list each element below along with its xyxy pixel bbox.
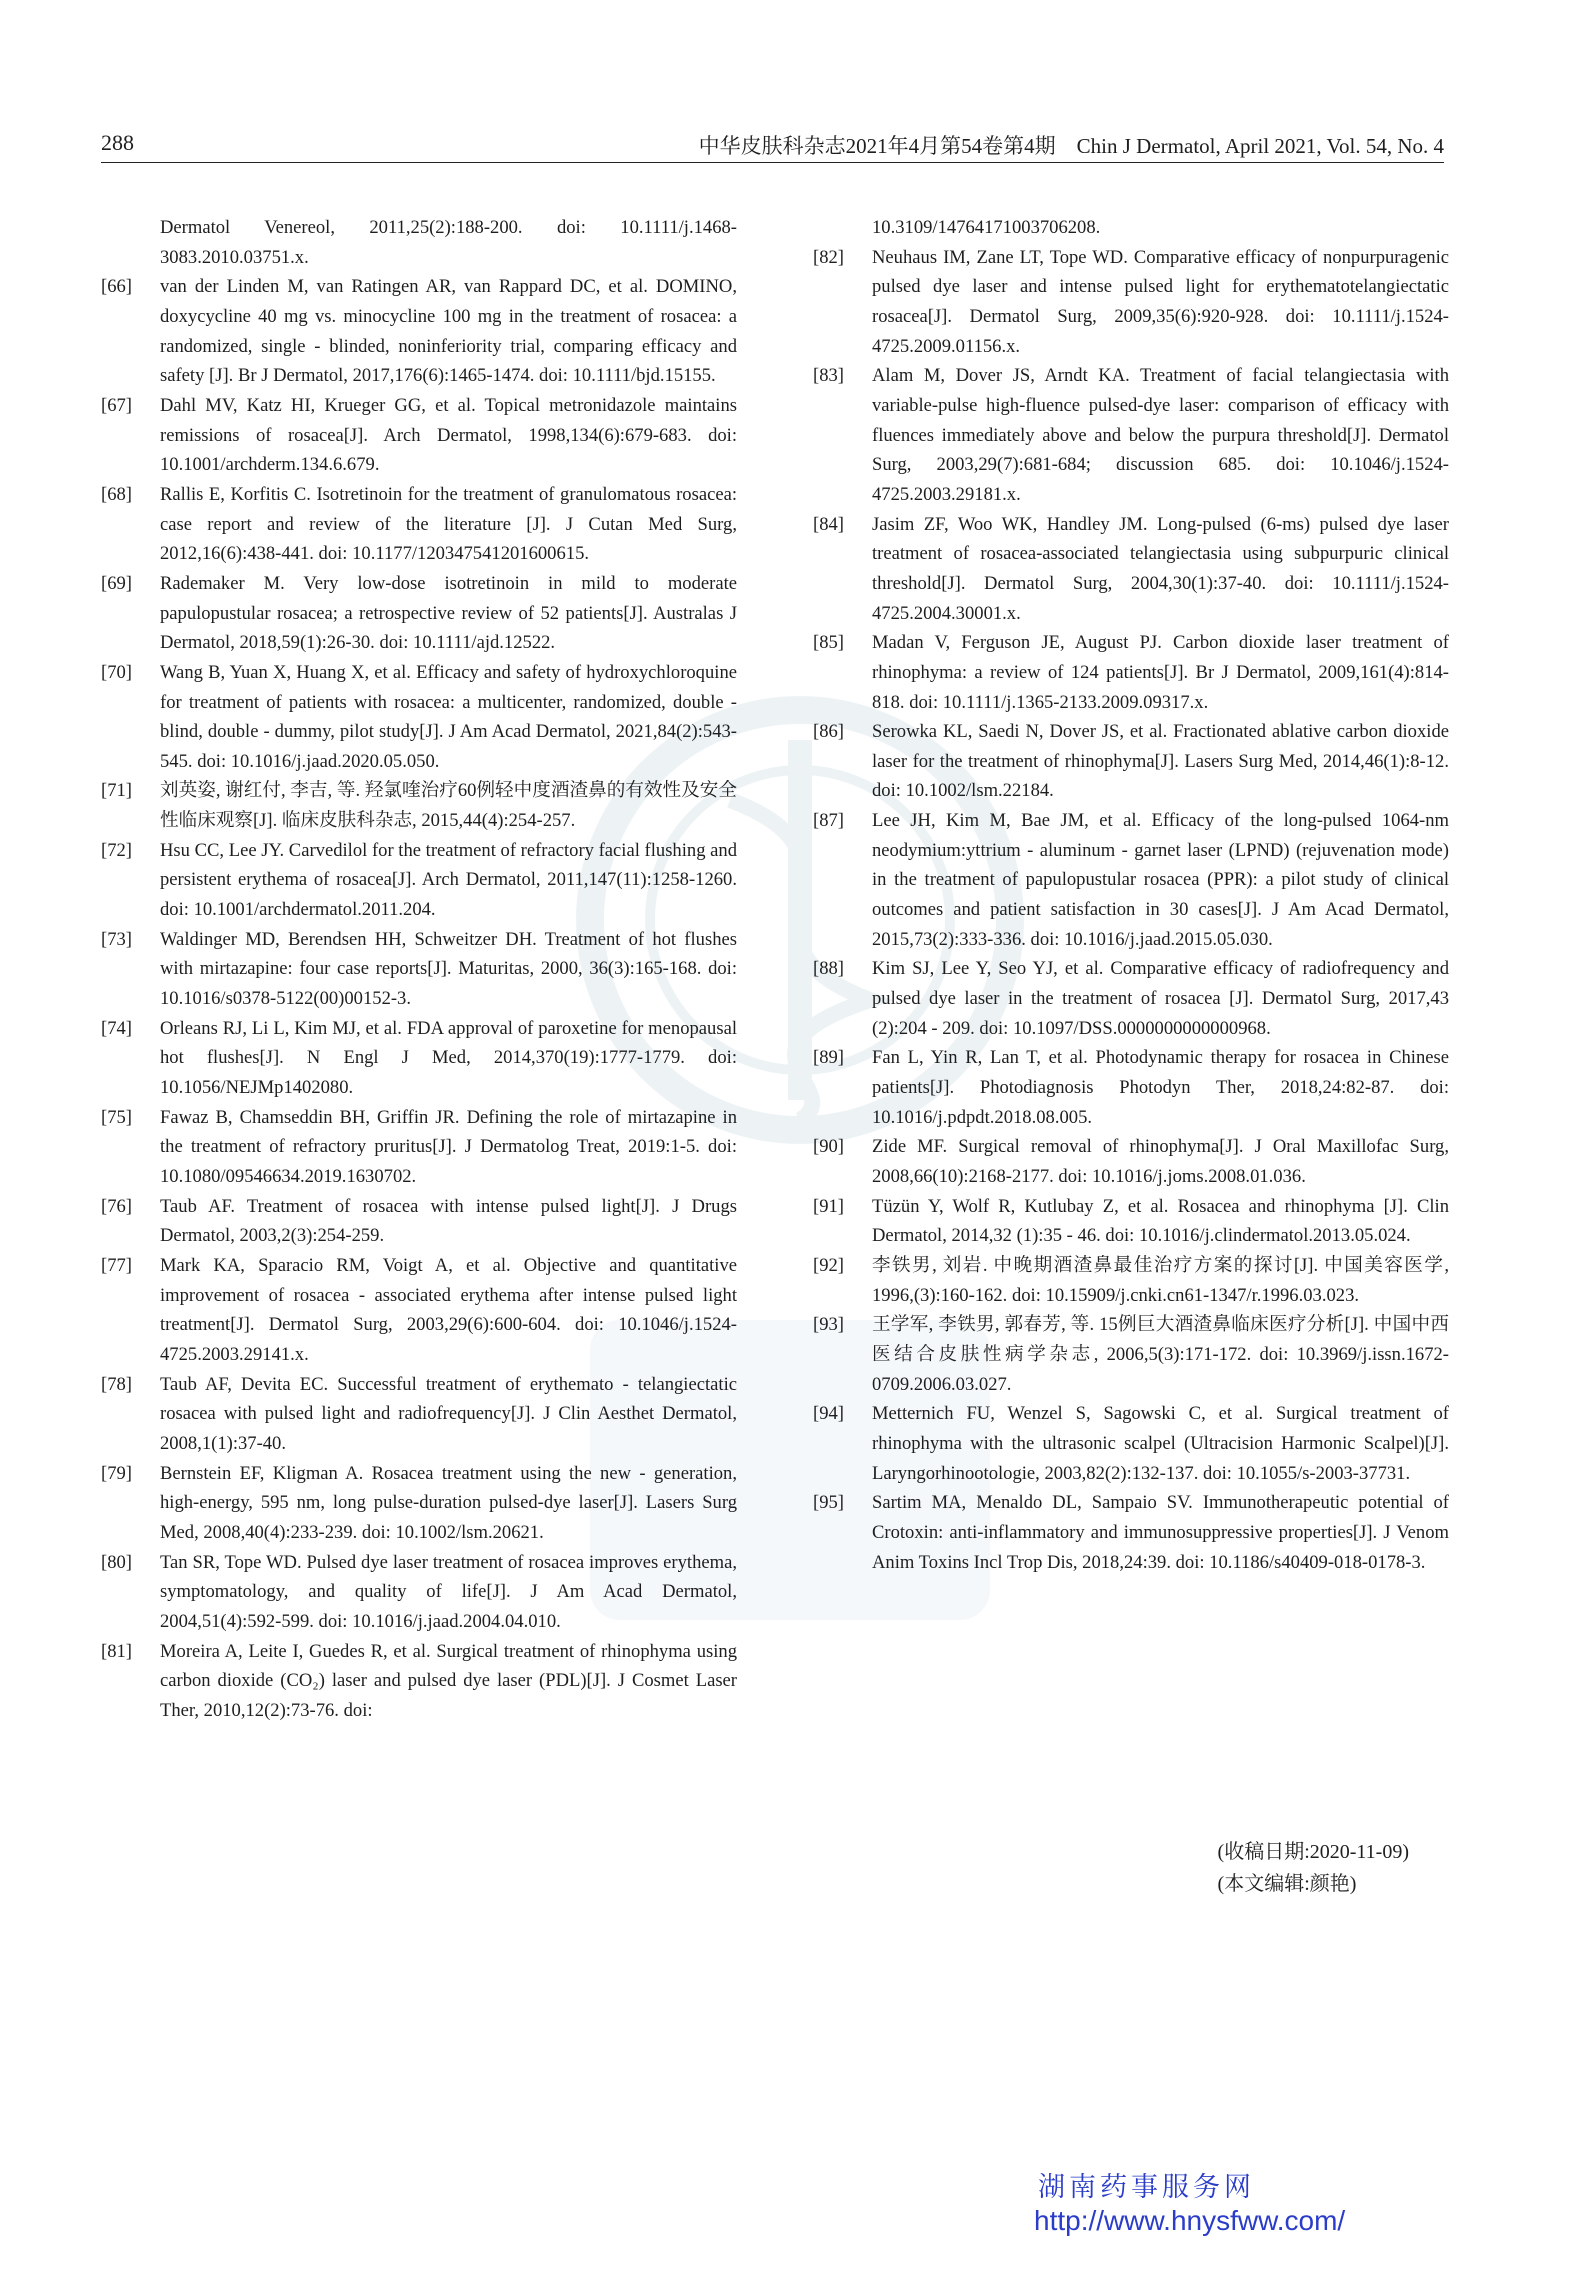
reference-number: [77] (101, 1254, 132, 1276)
reference-number: [84] (813, 513, 844, 535)
reference-number: [87] (813, 810, 844, 832)
reference-item (101, 272, 737, 391)
reference-item (101, 836, 737, 925)
reference-number: [91] (813, 1195, 844, 1217)
editor-credit: (本文编辑:颜艳) (1217, 1873, 1357, 1895)
reference-item (813, 1043, 1449, 1132)
reference-text: Mark KA, Sparacio RM, Voigt A, et al. Objective and quantitative improvement of rosacea - associated erythema after intense pulsed light treatment[J]. Dermatol Surg, 2003,29(6):600-604. doi: 10.1046/j.1524-4725.2003.29141.x. (160, 1254, 737, 1365)
reference-text: 刘英姿, 谢红付, 李吉, 等. 羟氯喹治疗60例轻中度酒渣鼻的有效性及安全性临床观察[J]. 临床皮肤科杂志, 2015,44(4):254-257. (160, 780, 737, 832)
reference-text: Wang B, Yuan X, Huang X, et al. Efficacy and safety of hydroxychloroquine for treatment of patients with rosacea: a multicenter, randomized, double - blind, double - dummy, pilot study[J]. J Am Acad Dermatol, 2021,84(2):543-545. doi: 10.1016/j.jaad.2020.05.050. (160, 661, 737, 772)
reference-number: [89] (813, 1047, 844, 1069)
reference-item (813, 1310, 1449, 1399)
reference-item (813, 806, 1449, 954)
reference-item (813, 717, 1449, 806)
references-left-column (101, 213, 737, 1725)
reference-number: [66] (101, 276, 132, 298)
reference-number: [92] (813, 1254, 844, 1276)
reference-number: [71] (101, 780, 132, 802)
reference-text: Serowka KL, Saedi N, Dover JS, et al. Fractionated ablative carbon dioxide laser for the treatment of rhinophyma[J]. Lasers Surg Med, 2014,46(1):8-12. doi: 10.1002/lsm.22184. (872, 721, 1449, 802)
reference-text: Rademaker M. Very low-dose isotretinoin in mild to moderate papulopustular rosacea; a retrospective review of 52 patients[J]. Australas J Dermatol, 2018,59(1):26-30. doi: 10.1111/ajd.12522. (160, 572, 737, 654)
reference-text: Bernstein EF, Kligman A. Rosacea treatment using the new - generation, high-energy, 595 nm, long pulse-duration pulsed-dye laser[J]. Lasers Surg Med, 2008,40(4):233-239. doi: 10.1002/lsm.20621. (160, 1462, 737, 1543)
reference-text: Kim SJ, Lee Y, Seo YJ, et al. Comparative efficacy of radiofrequency and pulsed dye laser in the treatment of rosacea [J]. Dermatol Surg, 2017,43 (2):204 - 209. doi: 10.1097/DSS.0000000000000968. (872, 958, 1449, 1039)
reference-text: Neuhaus IM, Zane LT, Tope WD. Comparative efficacy of nonpurpuragenic pulsed dye laser and intense pulsed light for erythematotelangiectatic rosacea[J]. Dermatol Surg, 2009,35(6):920-928. doi: 10.1111/j.1524-4725.2009.01156.x. (872, 246, 1449, 357)
reference-text: Taub AF. Treatment of rosacea with intense pulsed light[J]. J Drugs Dermatol, 2003,2(3):254-259. (160, 1195, 737, 1247)
reference-number: [78] (101, 1373, 132, 1395)
reference-item (101, 776, 737, 835)
reference-number: [70] (101, 661, 132, 683)
reference-text: Rallis E, Korfitis C. Isotretinoin for the treatment of granulomatous rosacea: case report and review of the literature [J]. J Cutan Med Surg, 2012,16(6):438-441. doi: 10.1177/120347541201600615. (160, 483, 737, 565)
reference-text: Orleans RJ, Li L, Kim MJ, et al. FDA approval of paroxetine for menopausal hot flushes[J]. N Engl J Med, 2014,370(19):1777-1779. doi: 10.1056/NEJMp1402080. (160, 1017, 737, 1099)
reference-item (813, 1399, 1449, 1488)
reference-text: Zide MF. Surgical removal of rhinophyma[J]. J Oral Maxillofac Surg, 2008,66(10):2168-2177. doi: 10.1016/j.joms.2008.01.036. (872, 1136, 1449, 1187)
journal-header: 中华皮肤科杂志2021年4月第54卷第4期 Chin J Dermatol, April 2021, Vol. 54, No. 4 (698, 134, 1444, 158)
page-number: 288 (101, 130, 134, 155)
reference-number: [73] (101, 928, 132, 950)
reference-item (101, 925, 737, 1014)
reference-text: Metternich FU, Wenzel S, Sagowski C, et al. Surgical treatment of rhinophyma with the ultrasonic scalpel (Ultracision Harmonic Scalpel)[J]. Laryngorhinootologie, 2003,82(2):132-137. doi: 10.1055/s-2003-37731. (872, 1403, 1449, 1484)
reference-item (101, 569, 737, 658)
reference-number: [80] (101, 1551, 132, 1573)
site-name: 湖南药事服务网 (1038, 2172, 1255, 2202)
reference-item (101, 1192, 737, 1251)
reference-item (813, 628, 1449, 717)
reference-text: Fan L, Yin R, Lan T, et al. Photodynamic therapy for rosacea in Chinese patients[J]. Photodiagnosis Photodyn Ther, 2018,24:82-87. doi: 10.1016/j.pdpdt.2018.08.005. (872, 1047, 1449, 1128)
header-rule (101, 162, 1444, 163)
reference-number: [81] (101, 1640, 132, 1662)
reference-item (813, 1132, 1449, 1191)
reference-number: [69] (101, 572, 132, 594)
reference-item (813, 1192, 1449, 1251)
reference-text: Alam M, Dover JS, Arndt KA. Treatment of facial telangiectasia with variable-pulse high-fluence pulsed-dye laser: comparison of efficacy with fluences immediately above and below the purpura threshold[J]. Dermatol Surg, 2003,29(7):681-684; discussion 685. doi: 10.1046/j.1524-4725.2003.29181.x. (872, 365, 1449, 505)
reference-item (101, 1459, 737, 1548)
reference-item (813, 243, 1449, 362)
reference-text: Moreira A, Leite I, Guedes R, et al. Surgical treatment of rhinophyma using carbon dioxide (CO₂) laser and pulsed dye laser (PDL)[J]. J Cosmet Laser Ther, 2010,12(2):73-76. doi: (160, 1640, 737, 1721)
reference-number: [75] (101, 1106, 132, 1128)
reference-text: Lee JH, Kim M, Bae JM, et al. Efficacy of the long-pulsed 1064-nm neodymium:yttrium - aluminum - garnet laser (LPND) (rejuvenation mode) in the treatment of papulopustular rosacea (PPR): a pilot study of clinical outcomes and patient satisfaction in 30 cases[J]. J Am Acad Dermatol, 2015,73(2):333-336. doi: 10.1016/j.jaad.2015.05.030. (872, 810, 1449, 950)
reference-item (813, 1488, 1449, 1577)
site-url-link[interactable]: http://www.hnysfww.com/ (1034, 2205, 1346, 2236)
reference-item (101, 1251, 737, 1370)
reference-text: 王学军, 李铁男, 郭春芳, 等. 15例巨大酒渣鼻临床医疗分析[J]. 中国中西医结合皮肤性病学杂志, 2006,5(3):171-172. doi: 10.3969/j.issn.1672-0709.2006.03.027. (872, 1314, 1449, 1395)
reference-item (101, 480, 737, 569)
reference-item (101, 1370, 737, 1459)
reference-number: [82] (813, 246, 844, 268)
reference-text: van der Linden M, van Ratingen AR, van Rappard DC, et al. DOMINO, doxycycline 40 mg vs. minocycline 100 mg in the treatment of rosacea: a randomized, single - blinded, noninferiority trial, comparing efficacy and safety [J]. Br J Dermatol, 2017,176(6):1465-1474. doi: 10.1111/bjd.15155. (160, 276, 737, 387)
reference-item (813, 1251, 1449, 1310)
reference-text: Taub AF, Devita EC. Successful treatment of erythemato - telangiectatic rosacea with pulsed light and radiofrequency[J]. J Clin Aesthet Dermatol, 2008,1(1):37-40. (160, 1373, 737, 1454)
reference-item (813, 954, 1449, 1043)
reference-item (813, 510, 1449, 629)
reference-text: Sartim MA, Menaldo DL, Sampaio SV. Immunotherapeutic potential of Crotoxin: anti-inflammatory and immunosuppressive properties[J]. J Venom Anim Toxins Incl Trop Dis, 2018,24:39. doi: 10.1186/s40409-018-0178-3. (872, 1492, 1449, 1573)
reference-item (813, 361, 1449, 509)
reference-number: [67] (101, 394, 132, 416)
reference-number: [68] (101, 483, 132, 505)
reference-item (101, 1103, 737, 1192)
reference-item (101, 1548, 737, 1637)
reference-number: [76] (101, 1195, 132, 1217)
reference-text: Fawaz B, Chamseddin BH, Griffin JR. Defining the role of mirtazapine in the treatment of refractory pruritus[J]. J Dermatolog Treat, 2019:1-5. doi: 10.1080/09546634.2019.1630702. (160, 1106, 737, 1187)
reference-item (101, 1637, 737, 1726)
reference-text: Tüzün Y, Wolf R, Kutlubay Z, et al. Rosacea and rhinophyma [J]. Clin Dermatol, 2014,32 (1):35 - 46. doi: 10.1016/j.clindermatol.2013.05.024. (872, 1195, 1449, 1247)
reference-text: Madan V, Ferguson JE, August PJ. Carbon dioxide laser treatment of rhinophyma: a review of 124 patients[J]. Br J Dermatol, 2009,161(4):814-818. doi: 10.1111/j.1365-2133.2009.09317.x. (872, 632, 1449, 713)
reference-number: [86] (813, 721, 844, 743)
reference-number: [85] (813, 632, 844, 654)
reference-number: [93] (813, 1314, 844, 1336)
reference-number: [88] (813, 958, 844, 980)
reference-number: [94] (813, 1403, 844, 1425)
reference-item (101, 1014, 737, 1103)
article-meta (1218, 1836, 1409, 1900)
reference-continuation: Dermatol Venereol, 2011,25(2):188-200. doi: 10.1111/j.1468-3083.2010.03751.x. (160, 217, 737, 268)
received-date: (收稿日期:2020-11-09) (1217, 1841, 1409, 1863)
reference-text: Tan SR, Tope WD. Pulsed dye laser treatment of rosacea improves erythema, symptomatology, and quality of life[J]. J Am Acad Dermatol, 2004,51(4):592-599. doi: 10.1016/j.jaad.2004.04.010. (160, 1551, 737, 1632)
reference-text: Dahl MV, Katz HI, Krueger GG, et al. Topical metronidazole maintains remissions of rosacea[J]. Arch Dermatol, 1998,134(6):679-683. doi: 10.1001/archderm.134.6.679. (160, 394, 737, 476)
reference-continuation: 10.3109/14764171003706208. (872, 217, 1101, 238)
reference-text: 李铁男, 刘岩. 中晚期酒渣鼻最佳治疗方案的探讨[J]. 中国美容医学, 1996,(3):160-162. doi: 10.15909/j.cnki.cn61-1347/r.1996.03.023. (872, 1254, 1449, 1306)
reference-number: [74] (101, 1017, 132, 1039)
reference-number: [95] (813, 1492, 844, 1514)
reference-text: Waldinger MD, Berendsen HH, Schweitzer DH. Treatment of hot flushes with mirtazapine: four case reports[J]. Maturitas, 2000, 36(3):165-168. doi: 10.1016/s0378-5122(00)00152-3. (160, 928, 737, 1010)
reference-item (101, 658, 737, 777)
references-right-column (813, 213, 1449, 1577)
reference-item (101, 391, 737, 480)
reference-number: [90] (813, 1136, 844, 1158)
reference-text: Jasim ZF, Woo WK, Handley JM. Long-pulsed (6-ms) pulsed dye laser treatment of rosacea-associated telangiectasia using subpurpuric clinical threshold[J]. Dermatol Surg, 2004,30(1):37-40. doi: 10.1111/j.1524-4725.2004.30001.x. (872, 513, 1449, 624)
reference-number: [72] (101, 839, 132, 861)
reference-number: [79] (101, 1462, 132, 1484)
site-footer (1034, 2170, 1345, 2238)
reference-number: [83] (813, 365, 844, 387)
reference-text: Hsu CC, Lee JY. Carvedilol for the treatment of refractory facial flushing and persistent erythema of rosacea[J]. Arch Dermatol, 2011,147(11):1258-1260. doi: 10.1001/archdermatol.2011.204. (160, 839, 737, 921)
